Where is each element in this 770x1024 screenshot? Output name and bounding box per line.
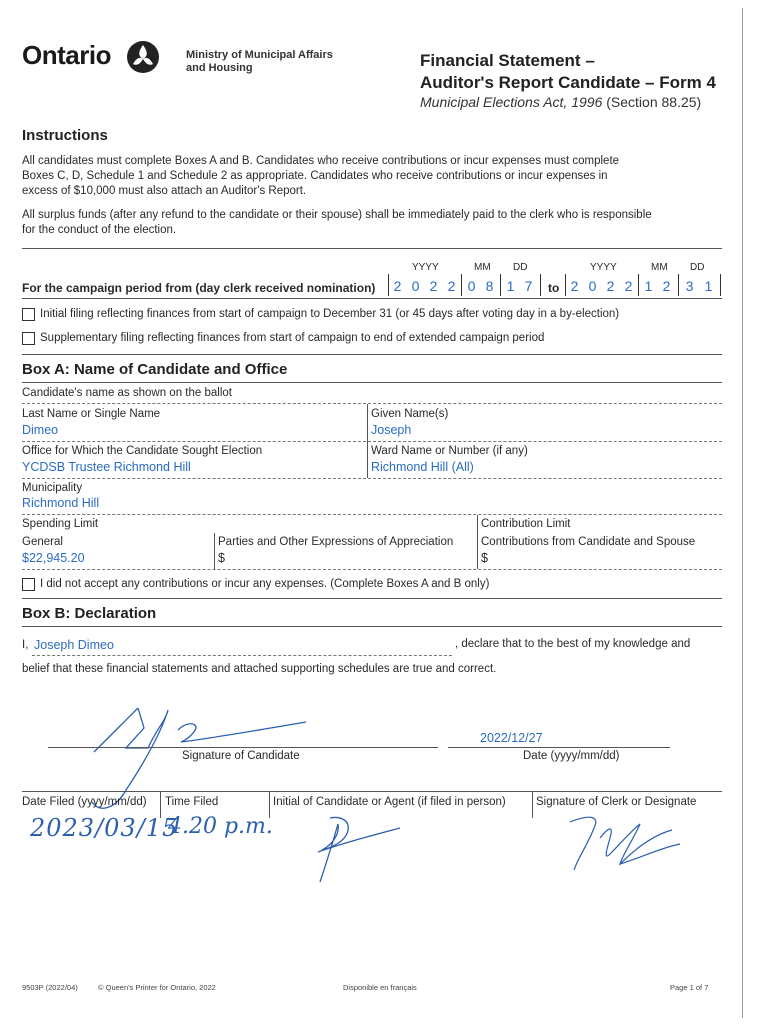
supplementary-filing-label: Supplementary filing reflecting finances from start of campaign to end of extended campaign period — [40, 332, 545, 344]
general-limit-field[interactable]: $22,945.20 — [22, 551, 85, 565]
declaration-date-field[interactable]: 2022/12/27 — [480, 731, 543, 745]
french-version-note: Disponible en français — [343, 983, 417, 992]
municipality-field[interactable]: Richmond Hill — [22, 496, 100, 510]
clerk-signature[interactable] — [560, 808, 690, 883]
date-label: Date (yyyy/mm/dd) — [523, 750, 620, 762]
digit-separator — [678, 274, 679, 296]
divider — [22, 598, 722, 599]
time-filed-label: Time Filed — [165, 796, 219, 808]
time-filed-field[interactable]: 4.20 p.m. — [168, 814, 273, 839]
period-dd-label-from: DD — [513, 262, 528, 273]
divider — [22, 382, 722, 383]
agent-initial-signature[interactable] — [300, 808, 410, 893]
date-filed-field[interactable]: 2023/03/15 — [30, 814, 179, 842]
no-contributions-checkbox[interactable] — [22, 578, 35, 591]
initial-label: Initial of Candidate or Agent (if filed in person) — [273, 796, 506, 808]
from-digit: 0 — [467, 278, 476, 294]
period-to-label: to — [548, 281, 560, 295]
column-divider — [477, 515, 478, 569]
divider — [22, 791, 722, 792]
to-digit: 0 — [588, 278, 597, 294]
digit-separator — [388, 274, 389, 296]
ballot-name-label: Candidate's name as shown on the ballot — [22, 387, 232, 399]
form-code: 9503P (2022/04) — [22, 983, 78, 992]
page-number: Page 1 of 7 — [670, 983, 709, 992]
box-b-title: Box B: Declaration — [22, 605, 157, 622]
date-line — [448, 747, 670, 748]
period-from-date[interactable] — [388, 278, 542, 298]
column-divider — [214, 533, 215, 569]
to-digit: 1 — [644, 278, 653, 294]
parties-label: Parties and Other Expressions of Appreciation — [218, 536, 454, 548]
to-digit: 2 — [662, 278, 671, 294]
municipality-label: Municipality — [22, 482, 83, 494]
ontario-logo — [22, 40, 111, 71]
contribution-limit-label: Contribution Limit — [481, 518, 571, 530]
divider — [22, 403, 722, 404]
period-yyyy-label-from: YYYY — [412, 262, 439, 273]
instructions-paragraph-1: All candidates must complete Boxes A and B. Candidates who receive contributions or incur expenses must complete Boxes C, D, Schedule 1 and Schedule 2 as appropriate. Candidates who receive contributions or incur expenses in excess of $10,000 must also attach an Auditor's Report. — [22, 155, 620, 197]
declaration-belief: belief that these financial statements and attached supporting schedules are true and correct. — [22, 663, 497, 675]
column-divider — [532, 792, 533, 818]
period-dd-label-to: DD — [690, 262, 705, 273]
spending-limit-label: Spending Limit — [22, 518, 99, 530]
form-title: Financial Statement – Auditor's Report Candidate – Form 4 — [420, 51, 716, 92]
period-mm-label-from: MM — [474, 262, 491, 273]
trillium-icon — [126, 40, 160, 79]
divider — [22, 441, 722, 442]
office-label: Office for Which the Candidate Sought Election — [22, 445, 263, 457]
period-mm-label-to: MM — [651, 262, 668, 273]
parties-limit-field[interactable]: $ — [218, 551, 225, 565]
divider — [22, 354, 722, 355]
divider — [22, 626, 722, 627]
to-digit: 2 — [606, 278, 615, 294]
digit-separator — [638, 274, 639, 296]
act-reference: Municipal Elections Act, 1996 (Section 88.25) — [420, 94, 702, 110]
declaration-text: , declare that to the best of my knowledge and — [455, 638, 691, 650]
from-digit: 1 — [506, 278, 515, 294]
supplementary-filing-checkbox[interactable] — [22, 332, 35, 345]
to-digit: 2 — [570, 278, 579, 294]
from-digit: 2 — [447, 278, 456, 294]
instructions-heading: Instructions — [22, 127, 108, 144]
digit-separator — [461, 274, 462, 296]
copyright: © Queen's Printer for Ontario, 2022 — [98, 983, 216, 992]
digit-separator — [540, 274, 541, 296]
from-digit: 2 — [429, 278, 438, 294]
contributions-limit-field[interactable]: $ — [481, 551, 488, 565]
scan-edge — [742, 8, 743, 1018]
declaration-i-label: I, — [22, 639, 29, 651]
initial-filing-label: Initial filing reflecting finances from start of campaign to December 31 (or 45 days after voting day in a by-election) — [40, 308, 620, 320]
instructions-paragraph-2: All surplus funds (after any refund to the candidate or their spouse) shall be immediately paid to the clerk who is responsible for the conduct of the election. — [22, 209, 652, 236]
contributions-label: Contributions from Candidate and Spouse — [481, 536, 696, 548]
divider — [22, 569, 722, 570]
logo-text: Ontario — [22, 40, 111, 70]
general-label: General — [22, 536, 63, 548]
ministry-name: Ministry of Municipal Affairs and Housing — [186, 49, 333, 74]
last-name-label: Last Name or Single Name — [22, 408, 161, 420]
given-name-label: Given Name(s) — [371, 408, 449, 420]
ward-field[interactable]: Richmond Hill (All) — [371, 460, 474, 474]
from-digit: 2 — [393, 278, 402, 294]
divider — [22, 248, 722, 249]
period-to-date[interactable] — [565, 278, 721, 298]
given-name-field[interactable]: Joseph — [371, 423, 412, 437]
from-digit: 0 — [411, 278, 420, 294]
last-name-field[interactable]: Dimeo — [22, 423, 59, 437]
to-digit: 3 — [685, 278, 694, 294]
from-digit: 8 — [485, 278, 494, 294]
clerk-signature-label: Signature of Clerk or Designate — [536, 796, 697, 808]
declarant-name-field[interactable]: Joseph Dimeo — [34, 638, 114, 652]
divider — [22, 514, 722, 515]
initial-filing-checkbox[interactable] — [22, 308, 35, 321]
name-underline — [32, 655, 452, 656]
divider — [22, 478, 722, 479]
signature-label: Signature of Candidate — [182, 750, 300, 762]
no-contributions-label: I did not accept any contributions or incur any expenses. (Complete Boxes A and B only) — [40, 578, 490, 590]
to-digit: 2 — [624, 278, 633, 294]
digit-separator — [565, 274, 566, 296]
digit-separator — [720, 274, 721, 296]
box-a-title: Box A: Name of Candidate and Office — [22, 361, 288, 378]
office-field[interactable]: YCDSB Trustee Richmond Hill — [22, 460, 191, 474]
digit-separator — [500, 274, 501, 296]
ward-label: Ward Name or Number (if any) — [371, 445, 528, 457]
period-underline — [22, 298, 722, 299]
date-filed-label: Date Filed (yyyy/mm/dd) — [22, 796, 147, 808]
from-digit: 7 — [524, 278, 533, 294]
to-digit: 1 — [704, 278, 713, 294]
period-yyyy-label-to: YYYY — [590, 262, 617, 273]
period-label: For the campaign period from (day clerk received nomination) — [22, 281, 376, 295]
signature-line — [48, 747, 438, 748]
